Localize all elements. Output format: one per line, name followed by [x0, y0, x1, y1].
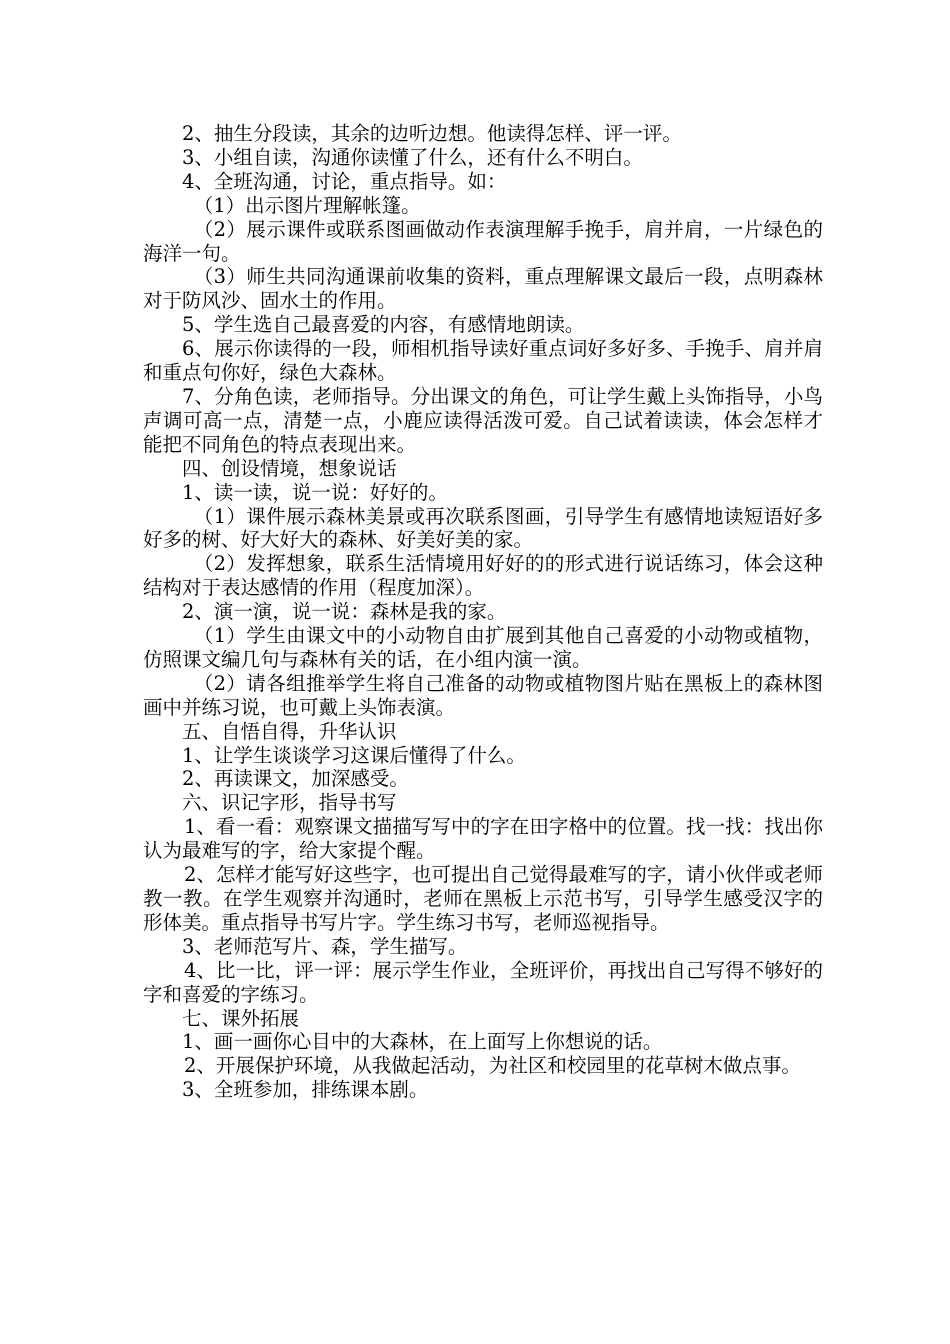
paragraph: 1、看一看：观察课文描描写写中的字在田字格中的位置。找一找：找出你认为最难写的字，给大家提个醒。 — [143, 815, 823, 863]
paragraph: 2、怎样才能写好这些字，也可提出自己觉得最难写的字，请小伙伴或老师教一教。在学生观察并沟通时，老师在黑板上示范书写，引导学生感受汉字的形体美。重点指导书写片字。学生练习书写，老师巡视指导。 — [143, 863, 823, 934]
paragraph: 5、学生选自己最喜爱的内容，有感情地朗读。 — [182, 313, 585, 337]
paragraph: 五、自悟自得，升华认识 — [182, 719, 397, 743]
paragraph: （2）请各组推举学生将自己准备的动物或植物图片贴在黑板上的森林图画中并练习说，也可戴上头饰表演。 — [143, 671, 823, 719]
paragraph: 1、让学生谈谈学习这课后懂得了什么。 — [182, 743, 526, 767]
paragraph: 4、比一比，评一评：展示学生作业，全班评价，再找出自己写得不够好的字和喜爱的字练习。 — [143, 958, 823, 1006]
paragraph: 2、抽生分段读，其余的边听边想。他读得怎样、评一评。 — [182, 122, 682, 145]
paragraph: （2）发挥想象，联系生活情境用好好的的形式进行说话练习，体会这种结构对于表达感情的作用（程度加深）。 — [143, 552, 823, 600]
paragraph: 七、课外拓展 — [182, 1006, 300, 1030]
paragraph: （1）学生由课文中的小动物自由扩展到其他自己喜爱的小动物或植物，仿照课文编几句与森林有关的话，在小组内演一演。 — [143, 624, 823, 671]
paragraph: 4、全班沟通，讨论，重点指导。如： — [182, 169, 507, 193]
paragraph: 2、开展保护环境，从我做起活动，为社区和校园里的花草树木做点事。 — [183, 1054, 801, 1078]
document-body — [143, 122, 823, 1102]
paragraph: 四、创设情境，想象说话 — [182, 456, 397, 480]
paragraph: （1）出示图片理解帐篷。 — [193, 193, 421, 217]
paragraph: 3、全班参加，排练课本剧。 — [182, 1078, 429, 1102]
paragraph: 六、识记字形，指导书写 — [182, 791, 397, 815]
paragraph: 6、展示你读得的一段，师相机指导读好重点词好多好多、手挽手、肩并肩和重点句你好，绿色大森林。 — [143, 337, 823, 385]
paragraph: 1、读一读，说一说：好好的。 — [182, 480, 448, 504]
paragraph: （2）展示课件或联系图画做动作表演理解手挽手，肩并肩，一片绿色的海洋一句。 — [143, 217, 823, 265]
paragraph: 2、演一演，说一说：森林是我的家。 — [182, 600, 507, 624]
paragraph: （1）课件展示森林美景或再次联系图画，引导学生有感情地读短语好多好多的树、好大好大的森林、好美好美的家。 — [143, 504, 823, 552]
paragraph: 2、再读课文，加深感受。 — [182, 767, 409, 791]
paragraph: 3、老师范写片、森，学生描写。 — [182, 934, 468, 958]
paragraph: 7、分角色读，老师指导。分出课文的角色，可让学生戴上头饰指导，小鸟声调可高一点，清楚一点，小鹿应读得活泼可爱。自己试着读读，体会怎样才能把不同角色的特点表现出来。 — [143, 384, 823, 456]
paragraph: 1、画一画你心目中的大森林，在上面写上你想说的话。 — [182, 1030, 663, 1054]
paragraph: （3）师生共同沟通课前收集的资料，重点理解课文最后一段，点明森林对于防风沙、固水土的作用。 — [143, 265, 823, 313]
paragraph: 3、小组自读，沟通你读懂了什么，还有什么不明白。 — [182, 145, 643, 169]
